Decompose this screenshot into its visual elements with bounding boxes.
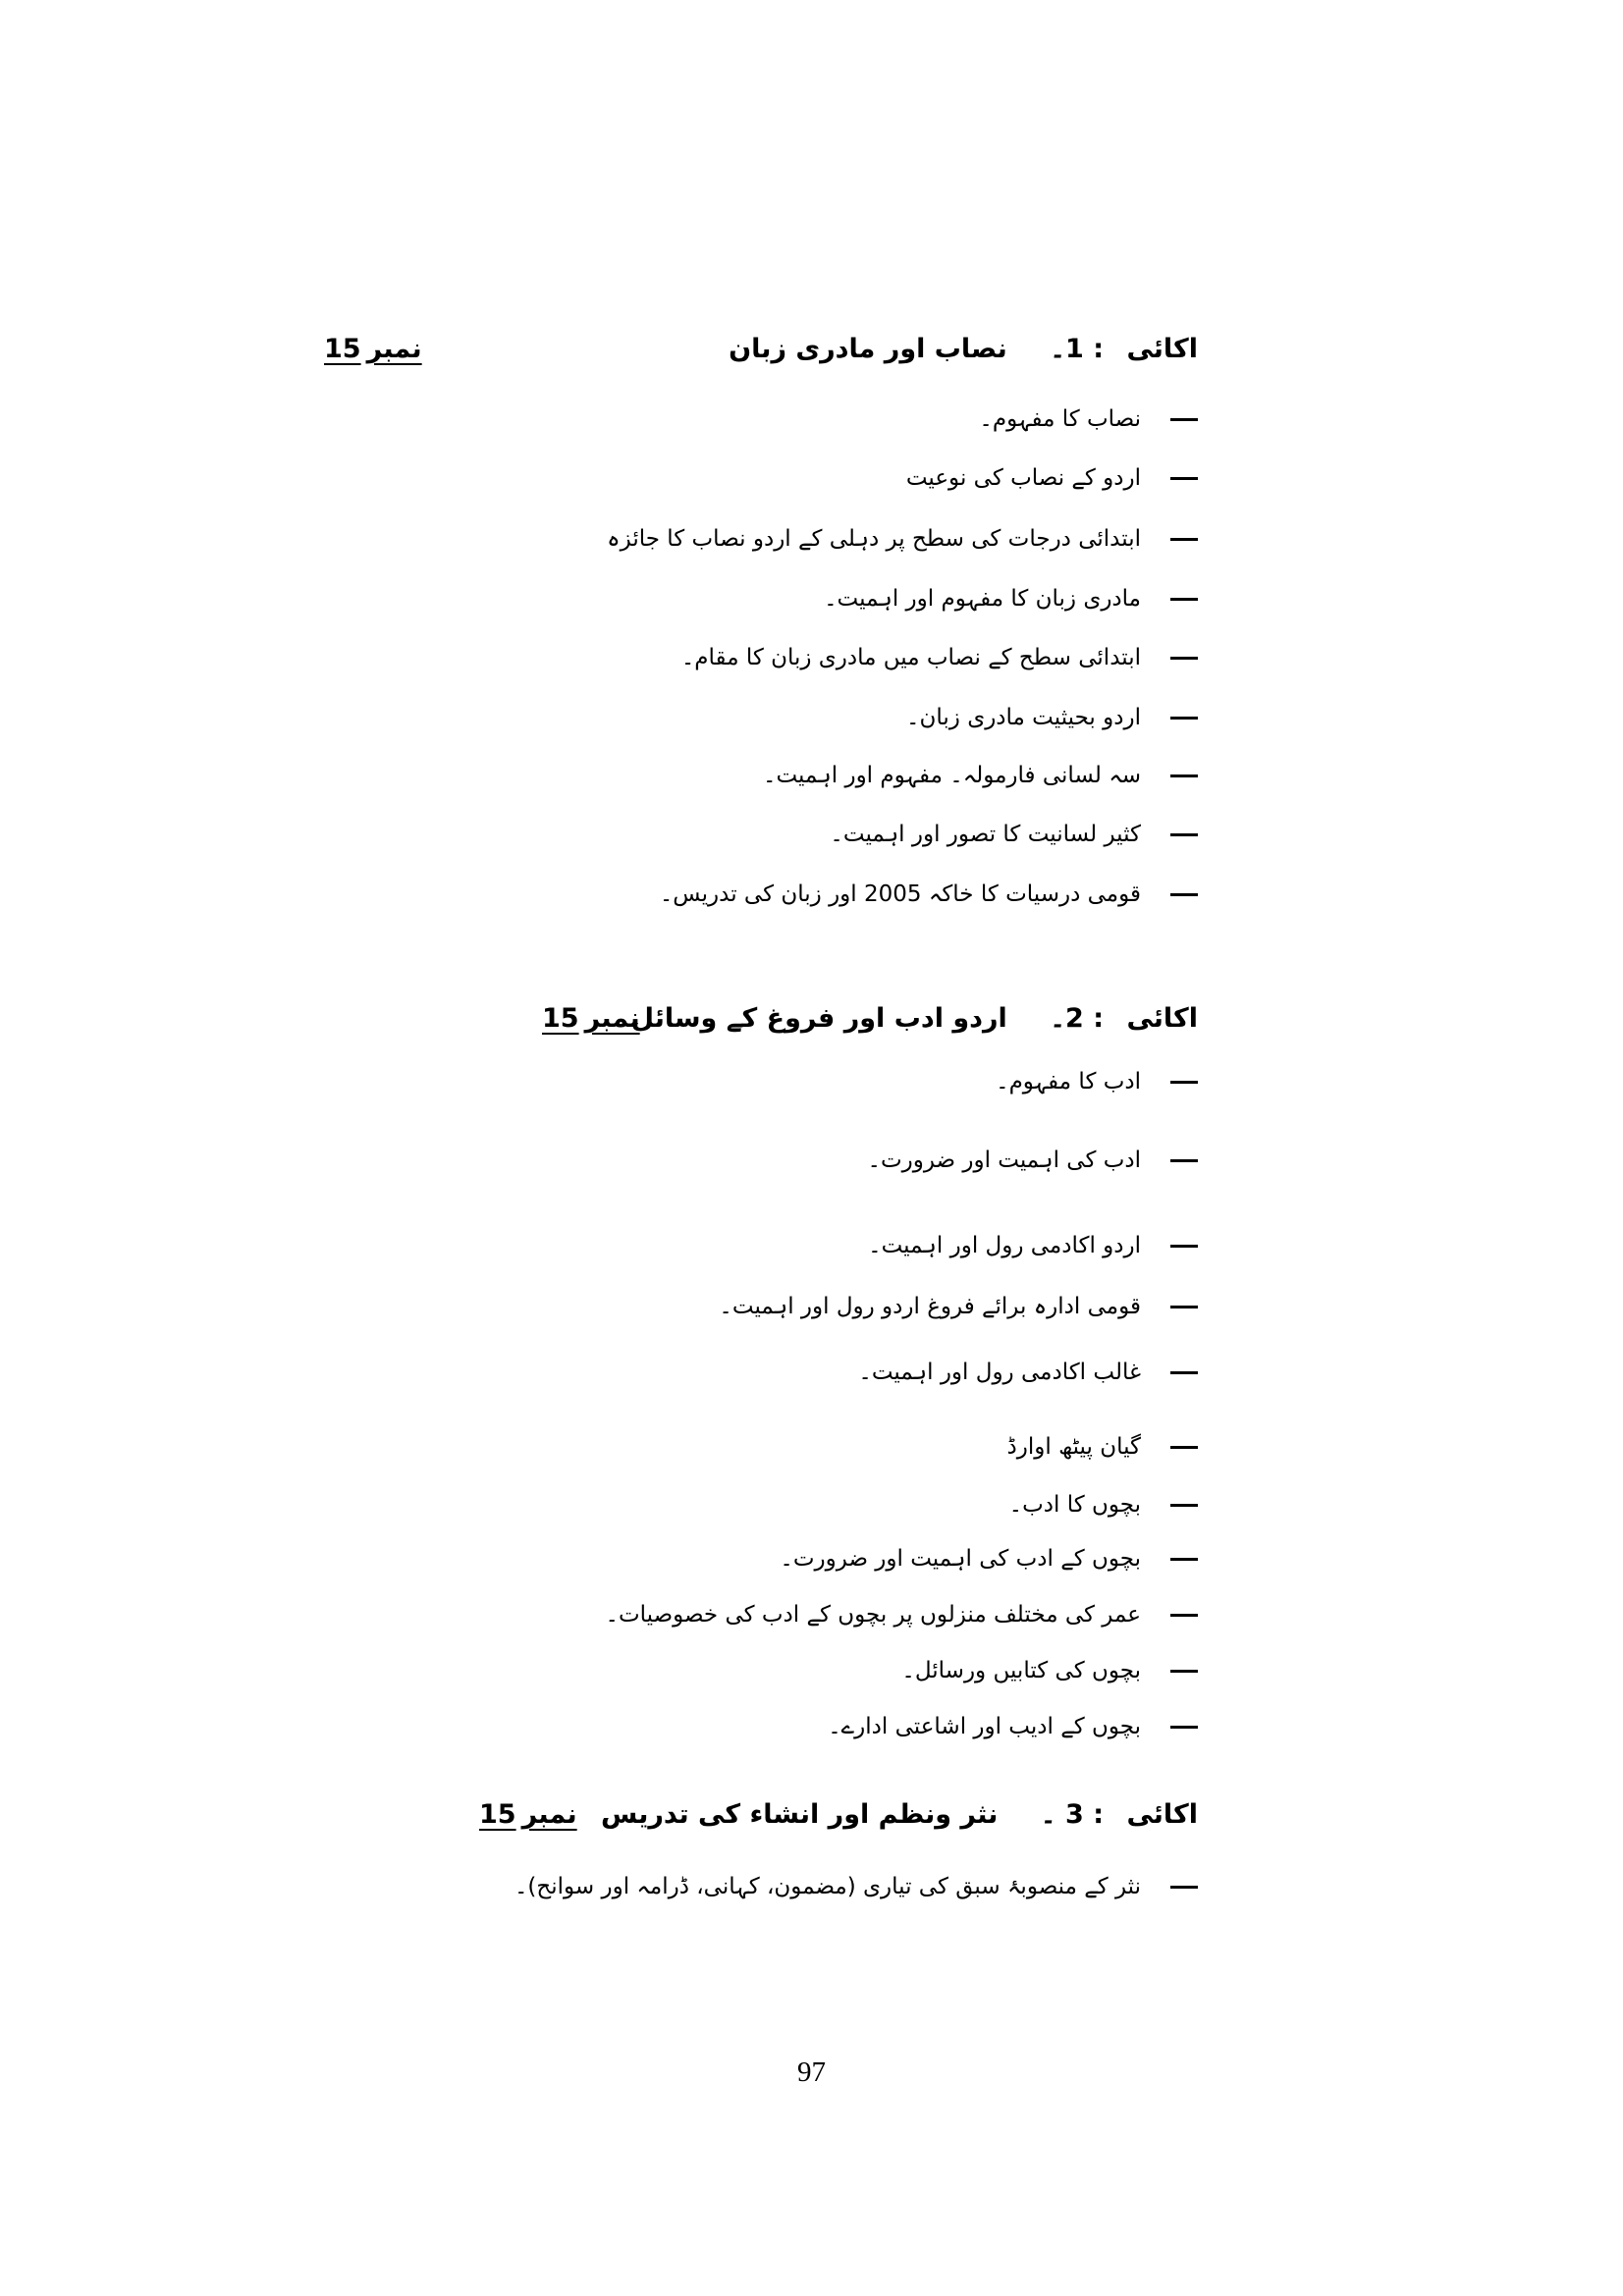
list-item: بچوں کی کتابیں ورسائل۔ — [901, 1654, 1198, 1687]
list-item: مادری زبان کا مفہوم اور اہمیت۔ — [824, 582, 1198, 615]
unit-3-marks-value: 15 — [479, 1799, 516, 1830]
dash-bullet — [1170, 1558, 1198, 1561]
unit-1-title: اکائی : 1۔ نصاب اور مادری زبان — [729, 334, 1198, 364]
unit-2-title: اکائی : 2۔ اردو ادب اور فروغ کے وسائل — [630, 1003, 1198, 1034]
dash-bullet — [1170, 1670, 1198, 1673]
dash-bullet — [1170, 1371, 1198, 1374]
unit-1-number: 1 — [1065, 334, 1084, 364]
list-item: قومی درسیات کا خاکہ 2005 اور زبان کی تدریس۔ — [660, 878, 1198, 911]
unit-3-label: اکائی — [1126, 1799, 1198, 1830]
dash-bullet — [1170, 893, 1198, 896]
unit-1-title-text: نصاب اور مادری زبان — [729, 334, 1007, 364]
dash-bullet — [1170, 1614, 1198, 1617]
list-item: ادب کی اہمیت اور ضرورت۔ — [867, 1144, 1198, 1177]
unit-2-number: 2 — [1065, 1003, 1084, 1034]
unit-1-label: اکائی — [1126, 334, 1198, 364]
unit-2-label: اکائی — [1126, 1003, 1198, 1034]
unit-3-marks — [479, 1799, 577, 1830]
list-item: کثیر لسانیت کا تصور اور اہمیت۔ — [830, 818, 1198, 851]
dash-bullet — [1170, 833, 1198, 836]
list-item: عمر کی مختلف منزلوں پر بچوں کے ادب کی خصوصیات۔ — [606, 1598, 1199, 1631]
unit-1-marks-value: 15 — [324, 334, 361, 364]
list-item: گیان پیٹھ اوارڈ — [1007, 1430, 1198, 1464]
unit-1-marks-word: نمبر — [366, 334, 422, 364]
dash-bullet — [1170, 1504, 1198, 1507]
dash-bullet — [1170, 1159, 1198, 1162]
list-item: ابتدائی سطح کے نصاب میں مادری زبان کا مقام۔ — [681, 641, 1198, 674]
dash-bullet — [1170, 538, 1198, 541]
dash-bullet — [1170, 418, 1198, 421]
unit-3-title-text: نثر ونظم اور انشاء کی تدریس — [601, 1799, 999, 1830]
unit-2-marks — [542, 1003, 640, 1034]
dash-bullet — [1170, 1245, 1198, 1248]
dash-bullet — [1170, 598, 1198, 601]
unit-3-title: اکائی : 3 ۔ نثر ونظم اور انشاء کی تدریس — [601, 1799, 1198, 1830]
unit-1-marks — [324, 334, 422, 364]
unit-3-number: 3 — [1065, 1799, 1084, 1830]
unit-1-header — [295, 334, 1198, 393]
dash-bullet — [1170, 1306, 1198, 1308]
dash-bullet — [1170, 774, 1198, 777]
list-item: قومی ادارہ برائے فروغ اردو رول اور اہمیت۔ — [719, 1290, 1198, 1323]
dash-bullet — [1170, 657, 1198, 660]
list-item: سہ لسانی فارمولہ۔ مفہوم اور اہمیت۔ — [763, 759, 1198, 792]
list-item: غالب اکادمی رول اور اہمیت۔ — [858, 1356, 1198, 1389]
list-item: اردو اکادمی رول اور اہمیت۔ — [868, 1229, 1198, 1262]
unit-3-header — [295, 1799, 1198, 1858]
unit-3-marks-word: نمبر — [521, 1799, 577, 1830]
list-item: بچوں کے ادب کی اہمیت اور ضرورت۔ — [780, 1542, 1198, 1575]
unit-2-header — [295, 1003, 1198, 1062]
list-item: نثر کے منصوبۂ سبق کی تیاری (مضمون، کہانی، ڈرامہ اور سوانح)۔ — [514, 1870, 1198, 1903]
list-item: اردو بحیثیت مادری زبان۔ — [906, 701, 1198, 734]
page-number: 97 — [797, 2056, 826, 2088]
dash-bullet — [1170, 477, 1198, 480]
list-item: بچوں کا ادب۔ — [1009, 1488, 1198, 1522]
list-item: نصاب کا مفہوم۔ — [979, 402, 1198, 436]
dash-bullet — [1170, 1726, 1198, 1729]
dash-bullet — [1170, 717, 1198, 720]
dash-bullet — [1170, 1886, 1198, 1889]
list-item: ادب کا مفہوم۔ — [996, 1065, 1198, 1098]
list-item: ابتدائی درجات کی سطح پر دہلی کے اردو نصاب کا جائزہ — [607, 522, 1198, 556]
dash-bullet — [1170, 1081, 1198, 1084]
unit-2-marks-word: نمبر — [584, 1003, 640, 1034]
list-item: اردو کے نصاب کی نوعیت — [906, 461, 1198, 495]
unit-2-title-text: اردو ادب اور فروغ کے وسائل — [630, 1003, 1007, 1034]
list-item: بچوں کے ادیب اور اشاعتی ادارے۔ — [828, 1710, 1198, 1743]
dash-bullet — [1170, 1446, 1198, 1449]
unit-2-marks-value: 15 — [542, 1003, 579, 1034]
